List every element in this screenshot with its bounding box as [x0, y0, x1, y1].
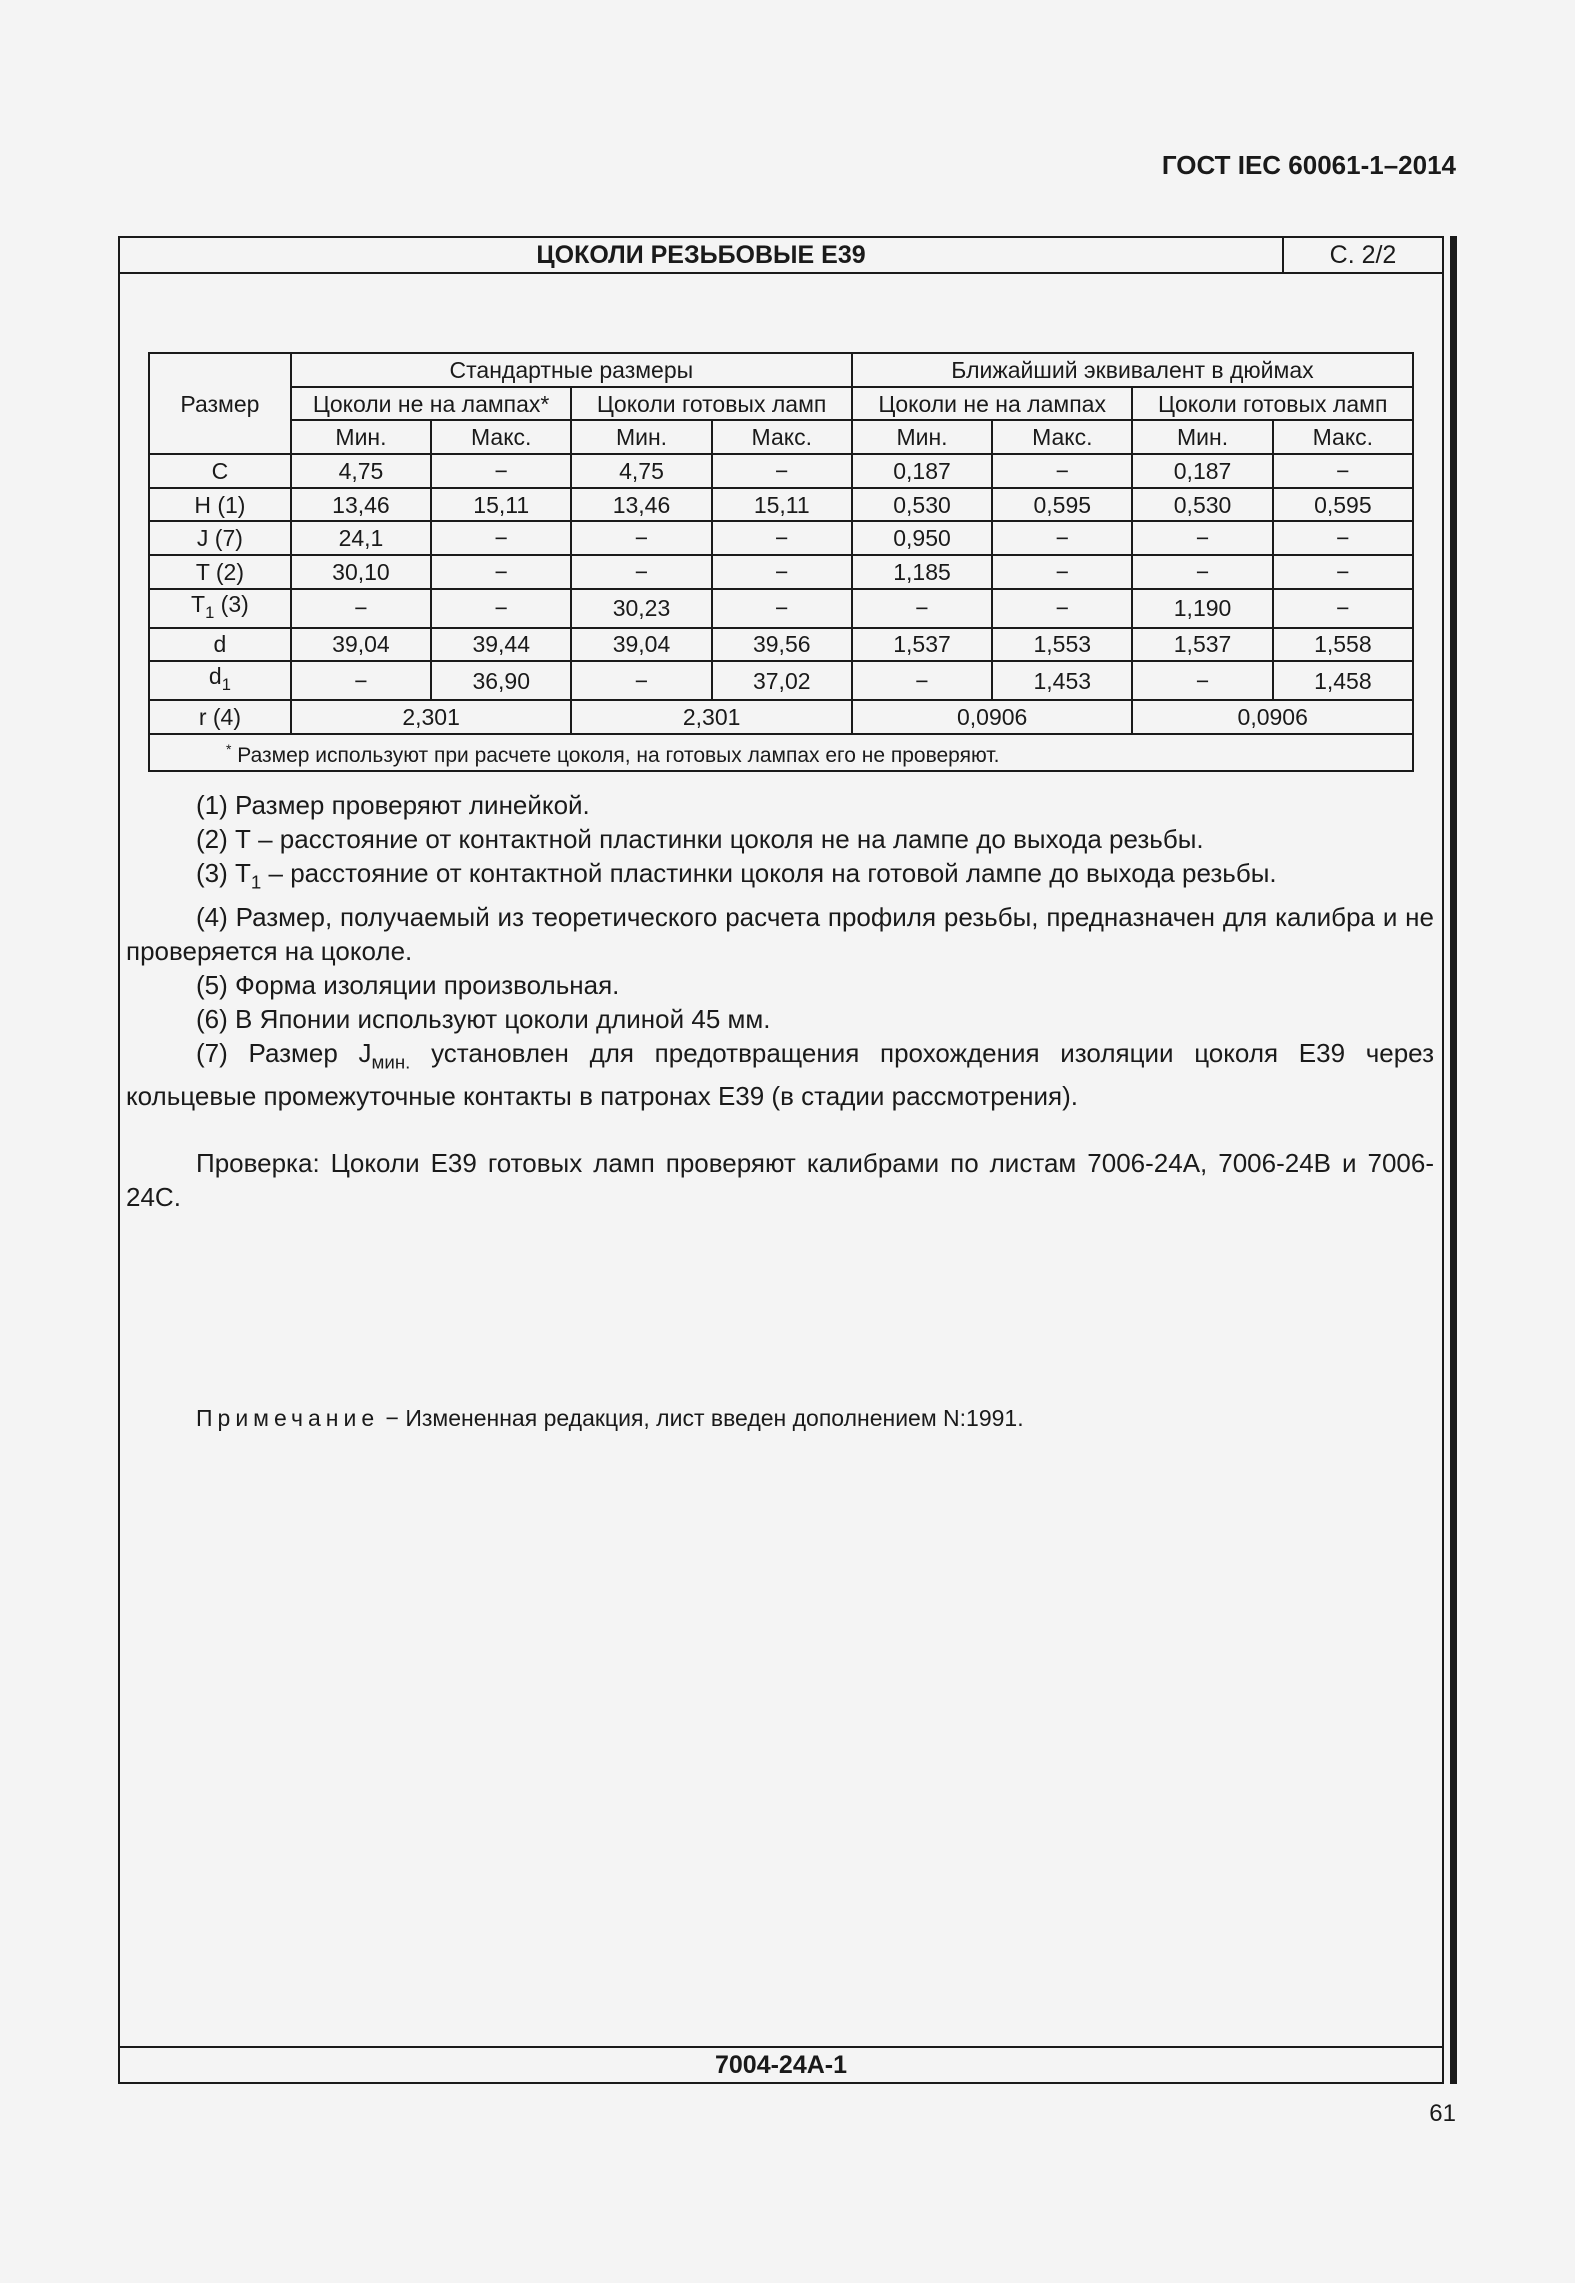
table-cell: 0,595	[992, 488, 1132, 522]
table-row	[149, 488, 1413, 522]
header-size: Размер	[149, 353, 291, 454]
row-label: H (1)	[149, 488, 291, 522]
table-cell: −	[431, 521, 571, 555]
table-cell: 1,537	[852, 628, 992, 662]
table-cell: 0,0906	[1132, 700, 1413, 734]
header-finished-lamps: Цоколи готовых ламп	[571, 387, 852, 421]
table-cell: −	[1273, 521, 1413, 555]
table-cell: 15,11	[712, 488, 852, 522]
table-cell: 39,44	[431, 628, 571, 662]
note-1: (1) Размер проверяют линейкой.	[196, 790, 590, 820]
table-cell: −	[571, 661, 711, 700]
note-3: (3) $Т_1$ – расстояние от контактной пластинки цоколя на готовой лампе до выхода резьбы.	[196, 858, 1277, 893]
table-header-row	[149, 420, 1413, 454]
page-number: 61	[1429, 2100, 1456, 2127]
note-4: (4) Размер, получаемый из теоретического расчета профиля резьбы, предназначен для калибра и не проверяется на цоколе.	[126, 901, 1434, 966]
table-cell: 0,950	[852, 521, 992, 555]
row-label: T (2)	[149, 555, 291, 589]
table-row	[149, 661, 1413, 700]
table-cell: 39,56	[712, 628, 852, 662]
table-row	[149, 454, 1413, 488]
header-standard: Стандартные размеры	[291, 353, 852, 387]
table-cell: 2,301	[571, 700, 852, 734]
table-cell: −	[992, 589, 1132, 628]
header-min: Мин.	[291, 420, 431, 454]
sheet-title-row	[120, 238, 1442, 274]
note-5: (5) Форма изоляции произвольная.	[196, 969, 620, 1000]
row-label: $T_1$ (3)	[149, 589, 291, 628]
header-not-on-lamps-inch: Цоколи не на лампах	[852, 387, 1133, 421]
table-cell: −	[431, 454, 571, 488]
table-cell: 37,02	[712, 661, 852, 700]
table-cell: −	[992, 454, 1132, 488]
row-label: d	[149, 628, 291, 662]
sheet-title: ЦОКОЛИ РЕЗЬБОВЫЕ Е39	[536, 241, 866, 269]
row-label: r (4)	[149, 700, 291, 734]
table-cell: 0,530	[1132, 488, 1272, 522]
table-row	[149, 589, 1413, 628]
table-cell: −	[1273, 454, 1413, 488]
remark-text: − Измененная редакция, лист введен дополнением N:1991.	[379, 1405, 1024, 1431]
header-max: Макс.	[1273, 420, 1413, 454]
table-cell: 1,453	[992, 661, 1132, 700]
table-cell: 36,90	[431, 661, 571, 700]
table-cell: −	[712, 555, 852, 589]
table-cell: −	[712, 454, 852, 488]
table-cell: 24,1	[291, 521, 431, 555]
table-cell: 0,530	[852, 488, 992, 522]
table-cell: −	[1132, 521, 1272, 555]
table-cell: −	[852, 661, 992, 700]
table-cell: 13,46	[291, 488, 431, 522]
table-cell: 1,537	[1132, 628, 1272, 662]
table-cell: −	[992, 555, 1132, 589]
header-min: Мин.	[1132, 420, 1272, 454]
table-cell: 13,46	[571, 488, 711, 522]
table-cell: −	[1132, 661, 1272, 700]
table-cell: −	[1132, 555, 1272, 589]
sheet-edge-bar	[1450, 236, 1457, 2084]
header-max: Макс.	[992, 420, 1132, 454]
note-7: (7) Размер $J_{мин.}$ установлен для предотвращения прохождения изоляции цоколя Е39 через кольцевые промежуточные контакты в патронах Е39 (в стадии рассмотрения).	[126, 1037, 1434, 1112]
header-max: Макс.	[431, 420, 571, 454]
table-header-row	[149, 387, 1413, 421]
row-label: J (7)	[149, 521, 291, 555]
table-row	[149, 521, 1413, 555]
table-cell: 0,187	[852, 454, 992, 488]
table-cell: 1,558	[1273, 628, 1413, 662]
table-cell: −	[291, 661, 431, 700]
table-cell: −	[431, 589, 571, 628]
header-max: Макс.	[712, 420, 852, 454]
table-cell: 1,185	[852, 555, 992, 589]
table-cell: 2,301	[291, 700, 572, 734]
note-6: (6) В Японии используют цоколи длиной 45 мм.	[196, 1003, 771, 1034]
table-cell: 0,595	[1273, 488, 1413, 522]
header-not-on-lamps: Цоколи не на лампах*	[291, 387, 572, 421]
table-cell: −	[1273, 589, 1413, 628]
header-min: Мин.	[852, 420, 992, 454]
standard-designation: ГОСТ IEC 60061-1–2014	[1161, 150, 1456, 180]
table-cell: −	[852, 589, 992, 628]
sheet-code: 7004-24А-1	[120, 2046, 1442, 2082]
table-cell: −	[291, 589, 431, 628]
table-cell: 1,458	[1273, 661, 1413, 700]
notes-block	[126, 788, 1434, 1214]
table-cell: 0,0906	[852, 700, 1133, 734]
check-note: Проверка: Цоколи Е39 готовых ламп проверяют калибрами по листам 7006-24А, 7006-24В и 7006-24С.	[126, 1148, 1434, 1213]
table-cell: 1,553	[992, 628, 1132, 662]
table-cell: 0,187	[1132, 454, 1272, 488]
table-cell: −	[431, 555, 571, 589]
table-cell: 4,75	[291, 454, 431, 488]
row-label: C	[149, 454, 291, 488]
dimensions-table	[148, 352, 1414, 772]
remark	[196, 1403, 1396, 1433]
table-cell: −	[992, 521, 1132, 555]
table-cell: 15,11	[431, 488, 571, 522]
table-cell: −	[571, 555, 711, 589]
table-cell: −	[571, 521, 711, 555]
table-footnote-row	[149, 734, 1413, 771]
header-finished-lamps-inch: Цоколи готовых ламп	[1132, 387, 1413, 421]
table-row	[149, 555, 1413, 589]
table-cell: −	[712, 521, 852, 555]
header-min: Мин.	[571, 420, 711, 454]
table-row	[149, 628, 1413, 662]
table-cell: 30,10	[291, 555, 431, 589]
table-cell: 39,04	[291, 628, 431, 662]
row-label: $d_1$	[149, 661, 291, 700]
table-cell: 30,23	[571, 589, 711, 628]
table-cell: 39,04	[571, 628, 711, 662]
table-cell: −	[1273, 555, 1413, 589]
remark-label: Примечание	[196, 1405, 380, 1431]
table-cell: −	[712, 589, 852, 628]
table-header-row	[149, 353, 1413, 387]
header-inch: Ближайший эквивалент в дюймах	[852, 353, 1413, 387]
table-cell: 1,190	[1132, 589, 1272, 628]
note-2: (2) Т – расстояние от контактной пластинки цоколя не на лампе до выхода резьбы.	[196, 824, 1204, 854]
sheet-page-indicator: С. 2/2	[1282, 238, 1442, 272]
table-footnote: * Размер используют при расчете цоколя, на готовых лампах его не проверяют.	[149, 734, 1413, 771]
table-row	[149, 700, 1413, 734]
table-cell: 4,75	[571, 454, 711, 488]
